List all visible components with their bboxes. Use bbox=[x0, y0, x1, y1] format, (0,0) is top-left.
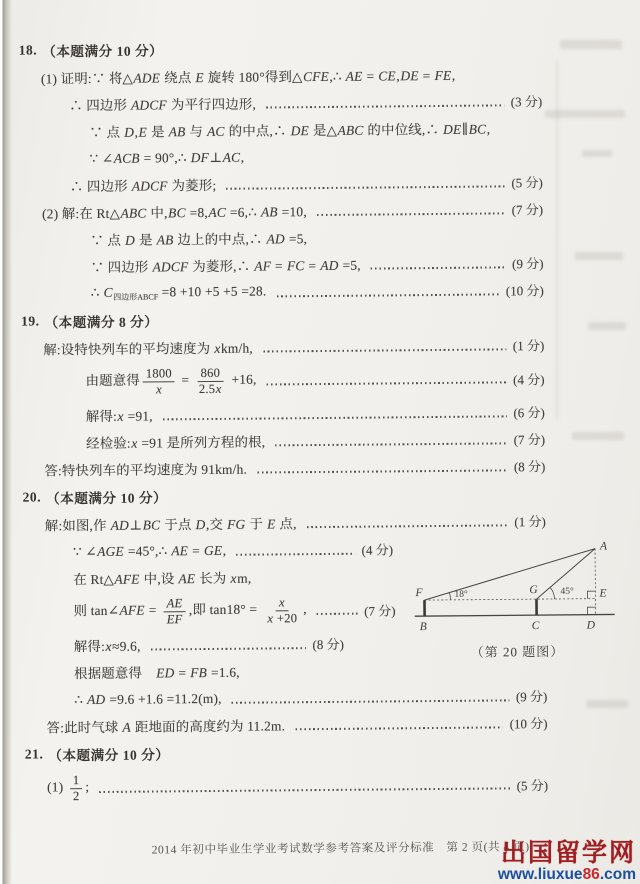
vertex-label-D: D bbox=[586, 619, 596, 632]
watermark-url-www: www.liuxue bbox=[497, 865, 583, 883]
math-var: AB bbox=[156, 232, 174, 248]
math-var: ABC bbox=[120, 205, 147, 221]
answer-text: (2) 解:在 Rt△ABC 中,BC =8,AC =6,∴ AB =10, bbox=[42, 204, 307, 222]
math-var: AD bbox=[110, 517, 130, 533]
answer-text: 解:设特快列车的平均速度为 xkm/h, bbox=[43, 340, 253, 358]
dotted-leader bbox=[236, 552, 354, 555]
bleed-through-artifact bbox=[556, 60, 558, 420]
fraction-denominator: x +20 bbox=[267, 610, 298, 625]
math-var: ADCF bbox=[131, 97, 167, 113]
math-var: DE bbox=[400, 68, 419, 84]
problem-number: 20. bbox=[22, 489, 42, 505]
page-footer: 2014 年初中毕业生学业考试数学参考答案及评分标准 第 2 页(共 4 页) bbox=[151, 840, 530, 857]
problem-20-figure bbox=[414, 535, 620, 661]
score-marker: (4 分) bbox=[361, 542, 394, 558]
right-angle-mark-D bbox=[588, 607, 596, 615]
math-var: D bbox=[124, 124, 135, 140]
watermark-brand: 出国留学网 bbox=[500, 838, 636, 867]
answer-line bbox=[1, 507, 546, 539]
math-var: AF bbox=[254, 258, 272, 274]
angle-label-45: 45° bbox=[560, 586, 574, 597]
math-var: A bbox=[122, 719, 131, 735]
answer-text: 经检验:x =91 是所列方程的根, bbox=[86, 434, 266, 452]
ground-line bbox=[415, 614, 615, 616]
math-var: AE bbox=[166, 596, 183, 611]
math-var: FC bbox=[286, 258, 305, 274]
math-var: BC bbox=[468, 121, 487, 137]
math-var: AD bbox=[87, 691, 106, 707]
problem-number: 21. bbox=[24, 746, 44, 762]
math-var: AE bbox=[178, 571, 196, 587]
watermark-url-num: 86 bbox=[582, 865, 600, 883]
score-marker: (1 分) bbox=[514, 514, 546, 530]
answer-line bbox=[2, 630, 344, 660]
problem-number: 19. bbox=[20, 313, 40, 329]
dotted-leader bbox=[266, 104, 504, 108]
bleed-through-artifact bbox=[572, 432, 624, 440]
dotted-leader bbox=[267, 381, 507, 385]
math-var: AD bbox=[266, 231, 285, 247]
problem-body bbox=[0, 60, 544, 308]
dotted-leader bbox=[226, 185, 504, 189]
dotted-leader bbox=[275, 442, 506, 446]
bleed-through-artifact bbox=[582, 150, 612, 157]
math-var: x bbox=[267, 610, 274, 625]
problem-score-title: （本题满分 8 分） bbox=[44, 314, 159, 331]
answer-text: 答:特快列车的平均速度为 91km/h. bbox=[44, 461, 248, 479]
dotted-leader bbox=[371, 266, 505, 269]
answer-text: ∴ AD =9.6 +1.6 =11.2(m), bbox=[74, 690, 222, 707]
vertex-label-A: A bbox=[599, 540, 608, 553]
score-marker: (4 分) bbox=[513, 371, 545, 387]
score-marker: (3 分) bbox=[510, 94, 543, 110]
math-var: AE bbox=[345, 68, 363, 84]
subscript: 四边形ABCF bbox=[113, 291, 159, 302]
math-var: x bbox=[214, 340, 221, 356]
answer-text: 解:如图,作 AD⊥BC 于点 D,交 FG 于 E 点, bbox=[44, 516, 297, 534]
bleed-through-artifact bbox=[588, 322, 626, 330]
math-var: CFE bbox=[302, 68, 329, 85]
answer-text: 在 Rt△AFE 中,设 AE 长为 xm, bbox=[73, 570, 252, 588]
math-var: BC bbox=[168, 205, 186, 221]
problem-body bbox=[0, 331, 545, 484]
answer-text: ∵ 点 D,E 是 AB 与 AC 的中点,∴ DE 是△ABC 的中位线,∴ DE∥BC, bbox=[89, 121, 491, 141]
math-var: AD bbox=[320, 257, 339, 273]
fraction-numerator bbox=[275, 595, 288, 611]
math-var: x bbox=[131, 435, 138, 451]
bleed-through-artifact bbox=[560, 40, 622, 49]
vertex-label-G: G bbox=[529, 584, 538, 597]
math-var: AE bbox=[171, 542, 189, 558]
answer-text: ∵ ∠ACB = 90°,∴ DF⊥AC, bbox=[89, 149, 245, 166]
fraction bbox=[143, 366, 175, 396]
dotted-leader bbox=[263, 348, 506, 352]
math-var: x bbox=[215, 381, 222, 396]
math-var: ACB bbox=[113, 150, 140, 166]
score-marker: (1 分) bbox=[512, 338, 545, 354]
answer-text: 由题意得 $\frac{1800}{x}$ = $\frac{860}{2.5x}$ +16, bbox=[85, 365, 257, 396]
figure-caption: （第 20 题图） bbox=[470, 643, 565, 660]
fraction-denominator: 2.5x bbox=[198, 381, 222, 396]
answer-line bbox=[1, 535, 393, 565]
vertex-label-E: E bbox=[599, 587, 607, 600]
fraction-denominator bbox=[153, 382, 166, 397]
math-var: AC bbox=[207, 123, 225, 139]
problem-19 bbox=[0, 303, 545, 484]
dotted-leader bbox=[99, 787, 509, 793]
answer-text: ∵ 点 D 是 AB 边上的中点,∴ AD =5, bbox=[90, 231, 308, 248]
answer-text: ∴ $C_{四边形ABCF} =8 +10 +5 +5 =28$. bbox=[90, 282, 267, 302]
dotted-leader bbox=[317, 212, 505, 216]
bleed-through-artifact bbox=[575, 252, 623, 260]
math-var: ADCF bbox=[152, 259, 189, 275]
problem-score-title: （本题满分 10 分） bbox=[48, 747, 170, 764]
answer-text: ∵ ∠AGE =45°,∴ AE = GE, bbox=[72, 542, 227, 559]
score-marker: (8 分) bbox=[513, 459, 546, 475]
answer-text: ∴ 四边形 ADCF 为平行四边形, bbox=[69, 96, 257, 114]
right-angle-mark-E bbox=[587, 591, 595, 599]
dotted-leader bbox=[317, 613, 357, 615]
math-var: BC bbox=[142, 517, 161, 533]
math-var: x bbox=[105, 638, 112, 654]
score-marker: (7 分) bbox=[511, 202, 544, 218]
math-var: GE bbox=[203, 542, 223, 558]
dotted-leader bbox=[232, 699, 509, 703]
score-marker: (10 分) bbox=[509, 716, 548, 732]
math-var: x bbox=[230, 570, 237, 586]
math-var: ADCF bbox=[131, 178, 168, 194]
math-var: AGE bbox=[97, 543, 124, 559]
math-var: CE bbox=[378, 68, 396, 84]
fraction-numerator: 1 bbox=[70, 773, 83, 789]
dotted-leader bbox=[307, 524, 508, 528]
answer-text: ∵ 四边形 ADCF 为菱形,∴ AF = FC = AD =5, bbox=[90, 257, 361, 275]
dotted-leader bbox=[151, 647, 306, 650]
answer-line bbox=[1, 589, 395, 632]
math-var: AFE bbox=[119, 602, 145, 618]
watermark-url-dot: .com bbox=[599, 865, 636, 883]
math-var: AB bbox=[168, 124, 186, 140]
answer-text: 解得:x =91, bbox=[85, 408, 153, 425]
math-var: x bbox=[117, 408, 124, 424]
score-marker: (9 分) bbox=[512, 256, 544, 272]
fraction bbox=[163, 596, 186, 626]
fraction-denominator bbox=[163, 612, 186, 627]
math-var: x bbox=[278, 595, 285, 610]
answer-text: ∴ 四边形 ADCF 为菱形; bbox=[69, 177, 217, 195]
answer-text: (1) $\frac{1}{2}$ ; bbox=[47, 773, 90, 803]
problem-score-title: （本题满分 10 分） bbox=[46, 490, 168, 507]
bleed-through-artifact bbox=[586, 700, 628, 708]
fraction bbox=[264, 595, 301, 625]
watermark-url bbox=[498, 867, 636, 883]
math-var: DE bbox=[290, 123, 309, 139]
score-marker: (5 分) bbox=[511, 175, 543, 191]
answer-text: 答:此时气球 A 距地面的高度约为 11.2m. bbox=[46, 718, 286, 736]
math-var: FB bbox=[190, 664, 208, 681]
math-var: FG bbox=[227, 516, 246, 532]
fraction-numerator: 860 bbox=[197, 366, 223, 382]
angle-arc-F bbox=[449, 593, 450, 600]
math-var: EF bbox=[166, 611, 183, 626]
problem-body bbox=[3, 764, 548, 809]
fraction-numerator: 1800 bbox=[143, 366, 175, 382]
math-var: ED bbox=[156, 665, 175, 681]
dotted-leader bbox=[163, 415, 507, 420]
answer-line bbox=[3, 764, 548, 809]
math-var: C bbox=[103, 284, 113, 300]
answer-text: 根据题意得 ED = FB =1.6, bbox=[74, 664, 240, 682]
dotted-leader bbox=[257, 469, 507, 473]
vertex-label-B: B bbox=[419, 621, 427, 634]
score-marker: (7 分) bbox=[364, 602, 396, 619]
math-var: D bbox=[125, 232, 136, 248]
angle-arc-G bbox=[550, 587, 554, 599]
math-var: DF bbox=[190, 149, 210, 165]
math-var: E bbox=[138, 124, 148, 140]
score-marker: (6 分) bbox=[513, 405, 545, 421]
score-marker: (9 分) bbox=[515, 689, 548, 705]
math-var: AC bbox=[208, 204, 226, 220]
math-var: DE bbox=[442, 121, 462, 137]
altitude-dashed bbox=[595, 549, 596, 615]
problem-21 bbox=[3, 736, 549, 809]
math-var: AB bbox=[260, 204, 278, 220]
answer-text: (1) 证明:∵ 将△ADE 绕点 E 旋转 180°得到△CFE,∴ AE = CE,DE = FE, bbox=[40, 67, 456, 87]
angle-label-18: 18° bbox=[454, 589, 468, 600]
watermark bbox=[497, 838, 636, 883]
dotted-leader bbox=[276, 293, 498, 297]
answer-text: 解得:x≈9.6, bbox=[73, 638, 141, 655]
dotted-leader bbox=[295, 726, 503, 730]
math-var: ADE bbox=[133, 70, 161, 86]
score-marker: (5 分) bbox=[516, 777, 549, 793]
problem-18 bbox=[0, 32, 544, 308]
math-var: E bbox=[266, 516, 276, 532]
vertex-label-C: C bbox=[531, 620, 540, 633]
score-marker: (10 分) bbox=[505, 283, 544, 299]
math-var: x bbox=[156, 381, 162, 396]
math-var: AC bbox=[222, 149, 241, 165]
geometry-diagram bbox=[414, 535, 620, 637]
vertex-label-F: F bbox=[415, 587, 423, 600]
fraction-numerator bbox=[163, 596, 186, 612]
math-var: E bbox=[195, 70, 204, 86]
math-var: FE bbox=[434, 67, 452, 83]
answer-line bbox=[0, 358, 545, 403]
math-var: AFE bbox=[114, 571, 140, 587]
answer-text: 则 tan∠AFE = $\frac{AE}{EF}$ ,即 tan18° = $\frac{x}{x +20}$ , bbox=[73, 595, 307, 626]
fraction bbox=[70, 773, 83, 803]
score-marker: (8 分) bbox=[312, 636, 344, 653]
fraction bbox=[196, 366, 225, 396]
math-var: D bbox=[195, 517, 206, 533]
problem-score-title: （本题满分 10 分） bbox=[42, 43, 164, 60]
math-var: ABC bbox=[337, 122, 364, 138]
fraction-denominator: 2 bbox=[72, 788, 80, 803]
problem-number: 18. bbox=[18, 42, 38, 58]
scan-edge-shadow bbox=[0, 0, 12, 884]
score-marker: (7 分) bbox=[513, 432, 546, 448]
